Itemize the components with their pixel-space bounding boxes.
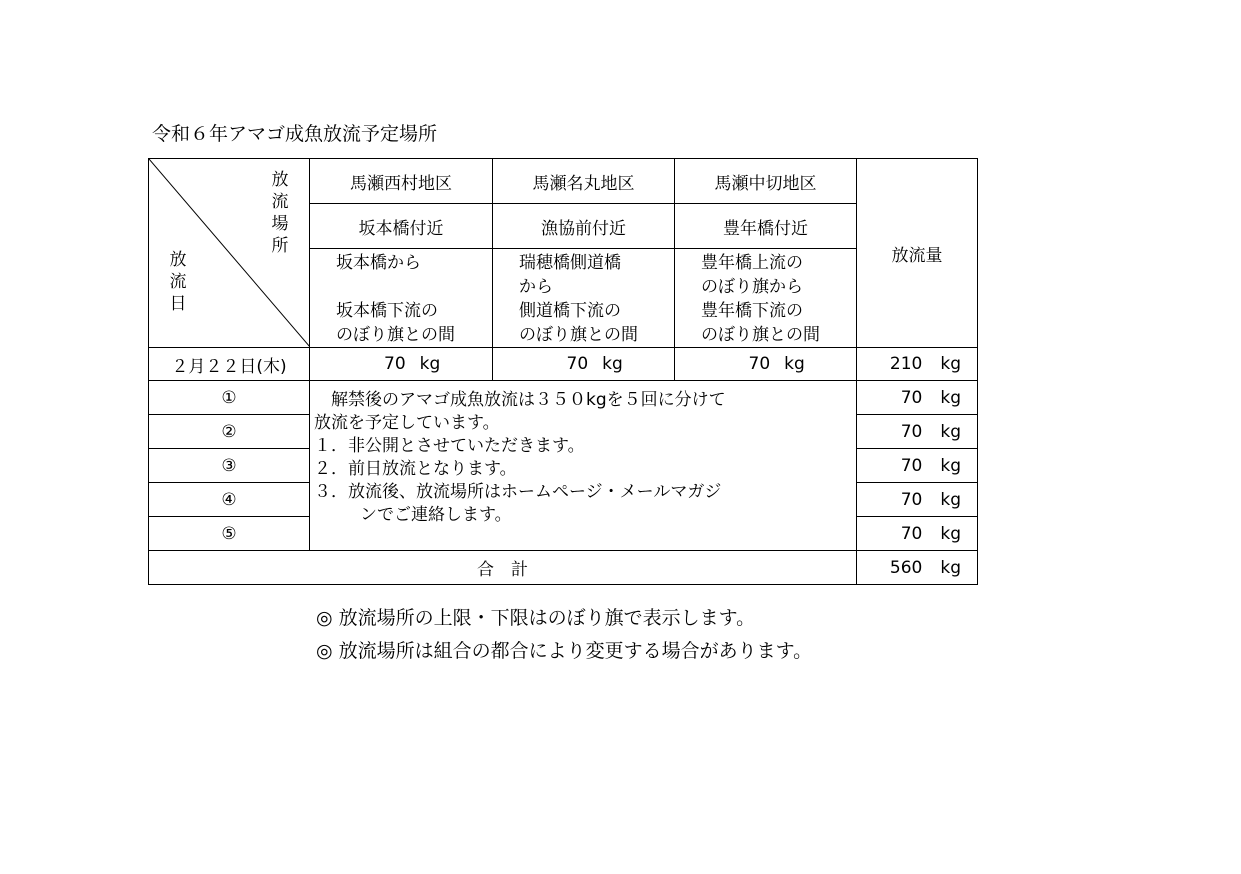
spot-header: 豊年橋付近 (675, 204, 857, 249)
range-description: 坂本橋から 坂本橋下流の のぼり旗との間 (310, 249, 493, 348)
row-amount: 70 kg (857, 449, 978, 483)
sum-label: 合 計 (149, 551, 857, 585)
corner-label-place: 放 流 場 所 (271, 170, 289, 256)
amount-header: 放流量 (857, 159, 978, 348)
row-amount: 70 kg (857, 517, 978, 551)
footnotes (316, 602, 812, 668)
corner-header-cell (149, 159, 310, 348)
spot-header: 坂本橋付近 (310, 204, 493, 249)
round-label: ④ (149, 483, 310, 517)
area-header: 馬瀬西村地区 (310, 159, 493, 204)
footnote: ◎ 放流場所は組合の都合により変更する場合があります。 (316, 640, 813, 662)
spot-header: 漁協前付近 (493, 204, 675, 249)
area-amount: 70 kg (310, 348, 493, 381)
row-amount: 70 kg (857, 483, 978, 517)
corner-label-date: 放 流 日 (169, 250, 187, 314)
release-note: 解禁後のアマゴ成魚放流は３５０kgを５回に分けて 放流を予定しています。 １．非公開とさせていただきます。 ２．前日放流となります。 ３．放流後、放流場所はホームページ・メールマガジ ンでご連絡します。 (310, 381, 857, 551)
sum-amount: 560 kg (857, 551, 978, 585)
area-header: 馬瀬中切地区 (675, 159, 857, 204)
row-amount: 70 kg (857, 381, 978, 415)
area-header: 馬瀬名丸地区 (493, 159, 675, 204)
row-amount: 70 kg (857, 415, 978, 449)
release-date: ２月２２日(木) (149, 348, 310, 381)
area-amount: 70 kg (493, 348, 675, 381)
page-title: 令和６年アマゴ成魚放流予定場所 (152, 123, 438, 145)
release-schedule-table (148, 158, 978, 585)
round-label: ⑤ (149, 517, 310, 551)
row-amount: 210 kg (857, 348, 978, 381)
round-label: ③ (149, 449, 310, 483)
range-description: 豊年橋上流の のぼり旗から 豊年橋下流の のぼり旗との間 (675, 249, 857, 348)
round-label: ② (149, 415, 310, 449)
range-description: 瑞穂橋側道橋 から 側道橋下流の のぼり旗との間 (493, 249, 675, 348)
footnote: ◎ 放流場所の上限・下限はのぼり旗で表示します。 (316, 607, 756, 629)
area-amount: 70 kg (675, 348, 857, 381)
round-label: ① (149, 381, 310, 415)
